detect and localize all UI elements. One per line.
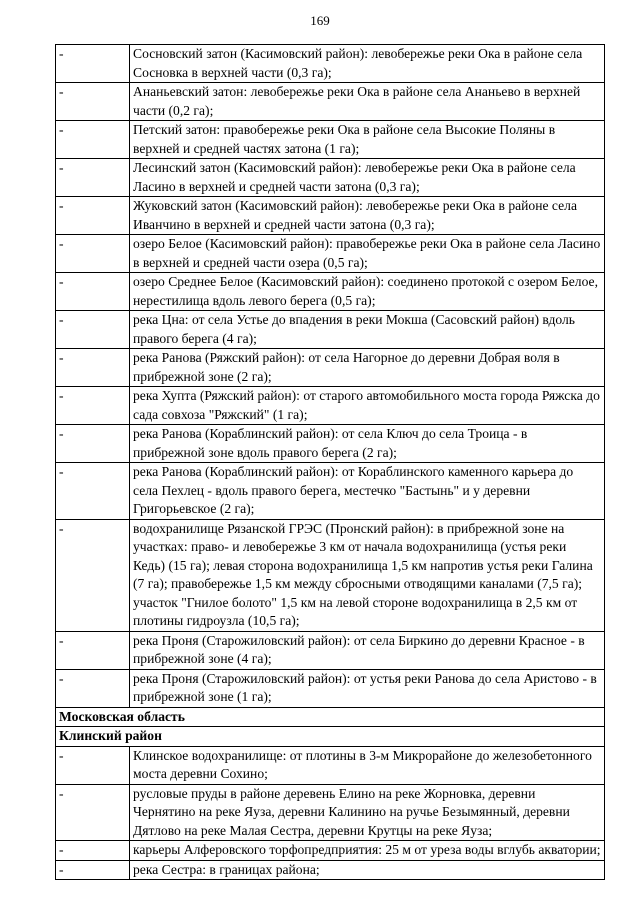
page-number: 169 xyxy=(310,13,330,28)
row-marker: - xyxy=(56,463,130,520)
section-row xyxy=(56,707,605,727)
row-marker: - xyxy=(56,387,130,425)
row-description: река Ранова (Кораблинский район): от села Ключ до села Троица - в прибрежной зоне вдоль правого берега (2 га); xyxy=(130,425,605,463)
row-description: река Ранова (Ряжский район): от села Нагорное до деревни Добрая воля в прибрежной зоне (2 га); xyxy=(130,349,605,387)
table-row xyxy=(56,669,605,707)
table-row xyxy=(56,349,605,387)
table-row xyxy=(56,45,605,83)
row-marker: - xyxy=(56,631,130,669)
table-row xyxy=(56,841,605,861)
section-heading: Московская область xyxy=(56,707,605,727)
table-row xyxy=(56,273,605,311)
section-heading: Клинский район xyxy=(56,727,605,747)
row-marker: - xyxy=(56,669,130,707)
row-description: Жуковский затон (Касимовский район): левобережье реки Ока в районе села Иванчино в верхней и средней части затона (0,3 га); xyxy=(130,197,605,235)
row-description: река Цна: от села Устье до впадения в реки Мокша (Сасовский район) вдоль правого берега (4 га); xyxy=(130,311,605,349)
row-description: Ананьевский затон: левобережье реки Ока в районе села Ананьево в верхней части (0,2 га); xyxy=(130,83,605,121)
row-description: Клинское водохранилище: от плотины в 3-м Микрорайоне до железобетонного моста деревни Сохино; xyxy=(130,746,605,784)
row-description: река Хупта (Ряжский район): от старого автомобильного моста города Ряжска до сада совхоза "Ряжский" (1 га); xyxy=(130,387,605,425)
table-row xyxy=(56,860,605,880)
row-marker: - xyxy=(56,746,130,784)
table-row xyxy=(56,519,605,631)
row-marker: - xyxy=(56,349,130,387)
row-description: русловые пруды в районе деревень Елино на реке Жорновка, деревни Чернятино на реке Яуза, деревни Калинино на ручье Безымянный, деревни Дятлово на реке Малая Сестра, деревни Крутцы на реке Яуза; xyxy=(130,784,605,841)
row-description: водохранилище Рязанской ГРЭС (Пронский район): в прибрежной зоне на участках: право- и левобережье 3 км от начала водохранилища (устья реки Кедь) (15 га); левая сторона водохранилища 1,5 км напротив устья реки Галина (7 га); правобережье 1,5 км между сбросными отводящими каналами (7,5 га); участок "Гнилое болото" 1,5 км на левой стороне водохранилища в 2,5 км от плотины гидроузла (10,5 га); xyxy=(130,519,605,631)
row-marker: - xyxy=(56,235,130,273)
table-row xyxy=(56,83,605,121)
row-description: река Проня (Старожиловский район): от устья реки Ранова до села Аристово - в прибрежной зоне (1 га); xyxy=(130,669,605,707)
row-description: озеро Среднее Белое (Касимовский район): соединено протокой с озером Белое, нерестилища вдоль левого берега (0,5 га); xyxy=(130,273,605,311)
row-description: река Проня (Старожиловский район): от села Биркино до деревни Красное - в прибрежной зоне (4 га); xyxy=(130,631,605,669)
table-body xyxy=(56,45,605,880)
table-row xyxy=(56,463,605,520)
row-marker: - xyxy=(56,784,130,841)
spawning-areas-table xyxy=(55,44,605,880)
table-row xyxy=(56,387,605,425)
row-marker: - xyxy=(56,159,130,197)
row-marker: - xyxy=(56,860,130,880)
section-row xyxy=(56,727,605,747)
row-description: карьеры Алферовского торфопредприятия: 25 м от уреза воды вглубь акватории; xyxy=(130,841,605,861)
row-description: река Ранова (Кораблинский район): от Кораблинского каменного карьера до села Пехлец - вдоль правого берега, местечко "Бастынь" и у деревни Григорьевское (2 га); xyxy=(130,463,605,520)
row-marker: - xyxy=(56,197,130,235)
table-row xyxy=(56,784,605,841)
table-row xyxy=(56,746,605,784)
row-description: река Сестра: в границах района; xyxy=(130,860,605,880)
row-description: Лесинский затон (Касимовский район): левобережье реки Ока в районе села Ласино в верхней и средней части затона (0,3 га); xyxy=(130,159,605,197)
row-marker: - xyxy=(56,273,130,311)
table-row xyxy=(56,631,605,669)
row-marker: - xyxy=(56,425,130,463)
table-row xyxy=(56,197,605,235)
row-description: Петский затон: правобережье реки Ока в районе села Высокие Поляны в верхней и средней частях затона (1 га); xyxy=(130,121,605,159)
table-row xyxy=(56,311,605,349)
table-row xyxy=(56,235,605,273)
row-marker: - xyxy=(56,841,130,861)
table-row xyxy=(56,159,605,197)
row-description: Сосновский затон (Касимовский район): левобережье реки Ока в районе села Сосновка в верхней части (0,3 га); xyxy=(130,45,605,83)
row-marker: - xyxy=(56,121,130,159)
row-marker: - xyxy=(56,519,130,631)
table-row xyxy=(56,425,605,463)
row-marker: - xyxy=(56,45,130,83)
table-row xyxy=(56,121,605,159)
row-description: озеро Белое (Касимовский район): правобережье реки Ока в районе села Ласино в верхней и средней части озера (0,5 га); xyxy=(130,235,605,273)
row-marker: - xyxy=(56,311,130,349)
row-marker: - xyxy=(56,83,130,121)
